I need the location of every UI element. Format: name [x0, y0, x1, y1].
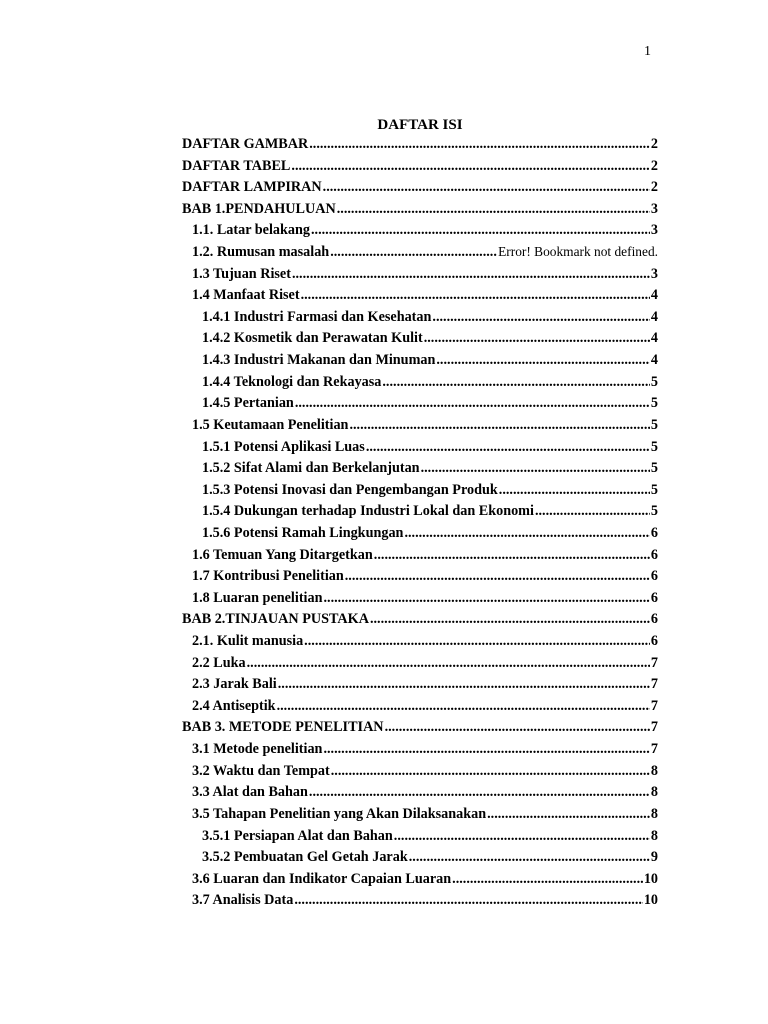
- toc-entry[interactable]: [182, 179, 658, 201]
- toc-entry[interactable]: [182, 806, 658, 828]
- toc-entry-page: 5: [650, 438, 658, 455]
- toc-entry-page: 5: [650, 460, 658, 477]
- toc-entry-label: 1.4.2 Kosmetik dan Perawatan Kulit: [202, 330, 423, 347]
- toc-entry[interactable]: [182, 136, 658, 158]
- toc-entry[interactable]: [182, 892, 658, 914]
- page-number: 1: [644, 44, 651, 59]
- toc-entry-label: 1.5.3 Potensi Inovasi dan Pengembangan Produk: [202, 481, 498, 498]
- toc-dot-leader: [374, 547, 650, 564]
- toc-entry-label: 3.1 Metode penelitian: [192, 741, 323, 758]
- toc-entry[interactable]: [182, 482, 658, 504]
- toc-entry-page: 5: [650, 481, 658, 498]
- toc-dot-leader: [304, 633, 650, 650]
- toc-entry-page: 7: [650, 654, 658, 671]
- toc-entry[interactable]: [182, 158, 658, 180]
- toc-dot-leader: [294, 892, 643, 909]
- toc-entry-label: 3.6 Luaran dan Indikator Capaian Luaran: [192, 870, 452, 887]
- toc-entry-page: 2: [650, 179, 658, 196]
- toc-entry[interactable]: [182, 395, 658, 417]
- toc-dot-leader: [247, 655, 650, 672]
- toc-entry-page: 4: [650, 330, 658, 347]
- toc-entry-error: Error! Bookmark not defined.: [498, 244, 658, 260]
- toc-entry-label: 1.1. Latar belakang: [192, 222, 310, 239]
- toc-entry[interactable]: [182, 590, 658, 612]
- toc-entry[interactable]: [182, 698, 658, 720]
- toc-dot-leader: [432, 309, 650, 326]
- toc-entry-label: 1.7 Kontribusi Penelitian: [192, 568, 344, 585]
- toc-entry-label: 1.3 Tujuan Riset: [192, 265, 291, 282]
- toc-entry-label: 2.3 Jarak Bali: [192, 676, 277, 693]
- toc-entry-label: 1.2. Rumusan masalah: [192, 244, 330, 261]
- toc-dot-leader: [331, 763, 650, 780]
- toc-dot-leader: [295, 395, 650, 412]
- toc-entry-label: 1.5.4 Dukungan terhadap Industri Lokal dan Ekonomi: [202, 503, 534, 520]
- toc-dot-leader: [277, 698, 650, 715]
- toc-entry[interactable]: [182, 330, 658, 352]
- toc-dot-leader: [292, 266, 650, 283]
- toc-entry-page: 5: [650, 503, 658, 520]
- toc-entry[interactable]: [182, 503, 658, 525]
- toc-entry[interactable]: [182, 417, 658, 439]
- toc-entry-label: 1.5.1 Potensi Aplikasi Luas: [202, 438, 365, 455]
- toc-entry-page: 3: [650, 265, 658, 282]
- toc-entry-label: 2.1. Kulit manusia: [192, 633, 304, 650]
- toc-entry[interactable]: [182, 525, 658, 547]
- toc-entry[interactable]: [182, 763, 658, 785]
- toc-entry-page: 2: [650, 157, 658, 174]
- page-title: DAFTAR ISI: [377, 117, 463, 133]
- toc-entry-page: 6: [650, 568, 658, 585]
- toc-entry-page: 7: [650, 719, 658, 736]
- toc-entry-label: 2.2 Luka: [192, 654, 246, 671]
- toc-entry-label: 1.5 Keutamaan Penelitian: [192, 416, 349, 433]
- toc-dot-leader: [278, 676, 650, 693]
- toc-dot-leader: [436, 352, 650, 369]
- toc-entry-page: 3: [650, 222, 658, 239]
- toc-dot-leader: [421, 460, 650, 477]
- toc-entry[interactable]: [182, 633, 658, 655]
- toc-entry-page: 6: [650, 633, 658, 650]
- toc-entry-label: BAB 3. METODE PENELITIAN: [182, 719, 384, 736]
- toc-entry-page: 4: [650, 308, 658, 325]
- toc-entry-page: 9: [650, 849, 658, 866]
- toc-entry[interactable]: [182, 784, 658, 806]
- toc-dot-leader: [382, 374, 650, 391]
- toc-entry[interactable]: [182, 611, 658, 633]
- toc-entry-label: 2.4 Antiseptik: [192, 697, 276, 714]
- toc-entry-label: 1.5.2 Sifat Alami dan Berkelanjutan: [202, 460, 420, 477]
- toc-entry[interactable]: [182, 655, 658, 677]
- toc-entry-page: 5: [650, 416, 658, 433]
- toc-entry-page: 10: [643, 892, 658, 909]
- toc-entry-page: 8: [650, 784, 658, 801]
- toc-entry-page: 6: [650, 546, 658, 563]
- toc-entry-label: 1.4 Manfaat Riset: [192, 287, 300, 304]
- toc-dot-leader: [452, 871, 643, 888]
- toc-entry-page: 5: [650, 395, 658, 412]
- toc-dot-leader: [309, 784, 650, 801]
- toc-entry[interactable]: [182, 547, 658, 569]
- toc-dot-leader: [394, 828, 650, 845]
- toc-entry[interactable]: [182, 849, 658, 871]
- toc-entry[interactable]: [182, 439, 658, 461]
- toc-dot-leader: [424, 330, 650, 347]
- toc-entry-page: 4: [650, 287, 658, 304]
- toc-entry-label: DAFTAR TABEL: [182, 157, 291, 174]
- toc-entry-page: 6: [650, 589, 658, 606]
- toc-entry-page: 3: [650, 200, 658, 217]
- toc-entry-page: 5: [650, 373, 658, 390]
- toc-dot-leader: [409, 849, 650, 866]
- toc-entry[interactable]: [182, 460, 658, 482]
- toc-dot-leader: [535, 503, 650, 520]
- toc-entry-page: 4: [650, 352, 658, 369]
- toc-entry[interactable]: [182, 676, 658, 698]
- toc-entry-label: DAFTAR LAMPIRAN: [182, 179, 322, 196]
- toc-entry[interactable]: [182, 352, 658, 374]
- toc-entry-label: 1.6 Temuan Yang Ditargetkan: [192, 546, 373, 563]
- table-of-contents: [182, 136, 658, 914]
- toc-dot-leader: [301, 287, 650, 304]
- toc-dot-leader: [323, 741, 649, 758]
- toc-entry-label: 1.4.5 Pertanian: [202, 395, 294, 412]
- toc-entry-page: 7: [650, 676, 658, 693]
- toc-entry-label: 3.2 Waktu dan Tempat: [192, 762, 330, 779]
- toc-entry[interactable]: [182, 309, 658, 331]
- toc-dot-leader: [291, 158, 650, 175]
- toc-entry[interactable]: [182, 222, 658, 244]
- toc-dot-leader: [337, 201, 650, 218]
- toc-entry-label: 3.5 Tahapan Penelitian yang Akan Dilaksanakan: [192, 805, 487, 822]
- toc-entry[interactable]: [182, 201, 658, 223]
- toc-dot-leader: [345, 568, 650, 585]
- toc-entry-label: 1.5.6 Potensi Ramah Lingkungan: [202, 524, 404, 541]
- toc-entry-label: BAB 2.TINJAUAN PUSTAKA: [182, 611, 369, 628]
- toc-entry-label: 3.5.2 Pembuatan Gel Getah Jarak: [202, 849, 408, 866]
- toc-entry-page: 8: [650, 827, 658, 844]
- toc-entry[interactable]: [182, 719, 658, 741]
- toc-entry-page: 6: [650, 611, 658, 628]
- toc-entry[interactable]: [182, 871, 658, 893]
- toc-dot-leader: [311, 222, 650, 239]
- toc-entry-page: 10: [643, 870, 658, 887]
- toc-entry[interactable]: [182, 741, 658, 763]
- toc-dot-leader: [323, 590, 649, 607]
- toc-dot-leader: [385, 719, 650, 736]
- toc-entry-label: 1.4.3 Industri Makanan dan Minuman: [202, 352, 436, 369]
- toc-entry-label: BAB 1.PENDAHULUAN: [182, 200, 336, 217]
- toc-dot-leader: [309, 136, 650, 153]
- toc-entry-label: 1.8 Luaran penelitian: [192, 589, 323, 606]
- toc-entry[interactable]: [182, 266, 658, 288]
- toc-entry-page: 8: [650, 762, 658, 779]
- toc-entry[interactable]: [182, 374, 658, 396]
- toc-entry-page: 2: [650, 136, 658, 152]
- toc-dot-leader: [330, 244, 497, 261]
- toc-entry-label: 1.4.1 Industri Farmasi dan Kesehatan: [202, 308, 432, 325]
- toc-dot-leader: [349, 417, 649, 434]
- toc-dot-leader: [366, 439, 650, 456]
- toc-entry[interactable]: [182, 828, 658, 850]
- toc-dot-leader: [487, 806, 650, 823]
- toc-entry-page: 7: [650, 697, 658, 714]
- toc-entry-label: DAFTAR GAMBAR: [182, 136, 309, 152]
- toc-entry[interactable]: [182, 568, 658, 590]
- toc-entry-label: 3.3 Alat dan Bahan: [192, 784, 308, 801]
- toc-entry[interactable]: [182, 244, 658, 266]
- toc-dot-leader: [499, 482, 650, 499]
- toc-entry-label: 1.4.4 Teknologi dan Rekayasa: [202, 373, 382, 390]
- toc-entry-page: 6: [650, 524, 658, 541]
- toc-entry-page: 7: [650, 741, 658, 758]
- toc-dot-leader: [370, 611, 650, 628]
- toc-entry[interactable]: [182, 287, 658, 309]
- toc-entry-page: 8: [650, 805, 658, 822]
- toc-entry-label: 3.7 Analisis Data: [192, 892, 294, 909]
- toc-dot-leader: [404, 525, 649, 542]
- toc-dot-leader: [323, 179, 650, 196]
- toc-entry-label: 3.5.1 Persiapan Alat dan Bahan: [202, 827, 393, 844]
